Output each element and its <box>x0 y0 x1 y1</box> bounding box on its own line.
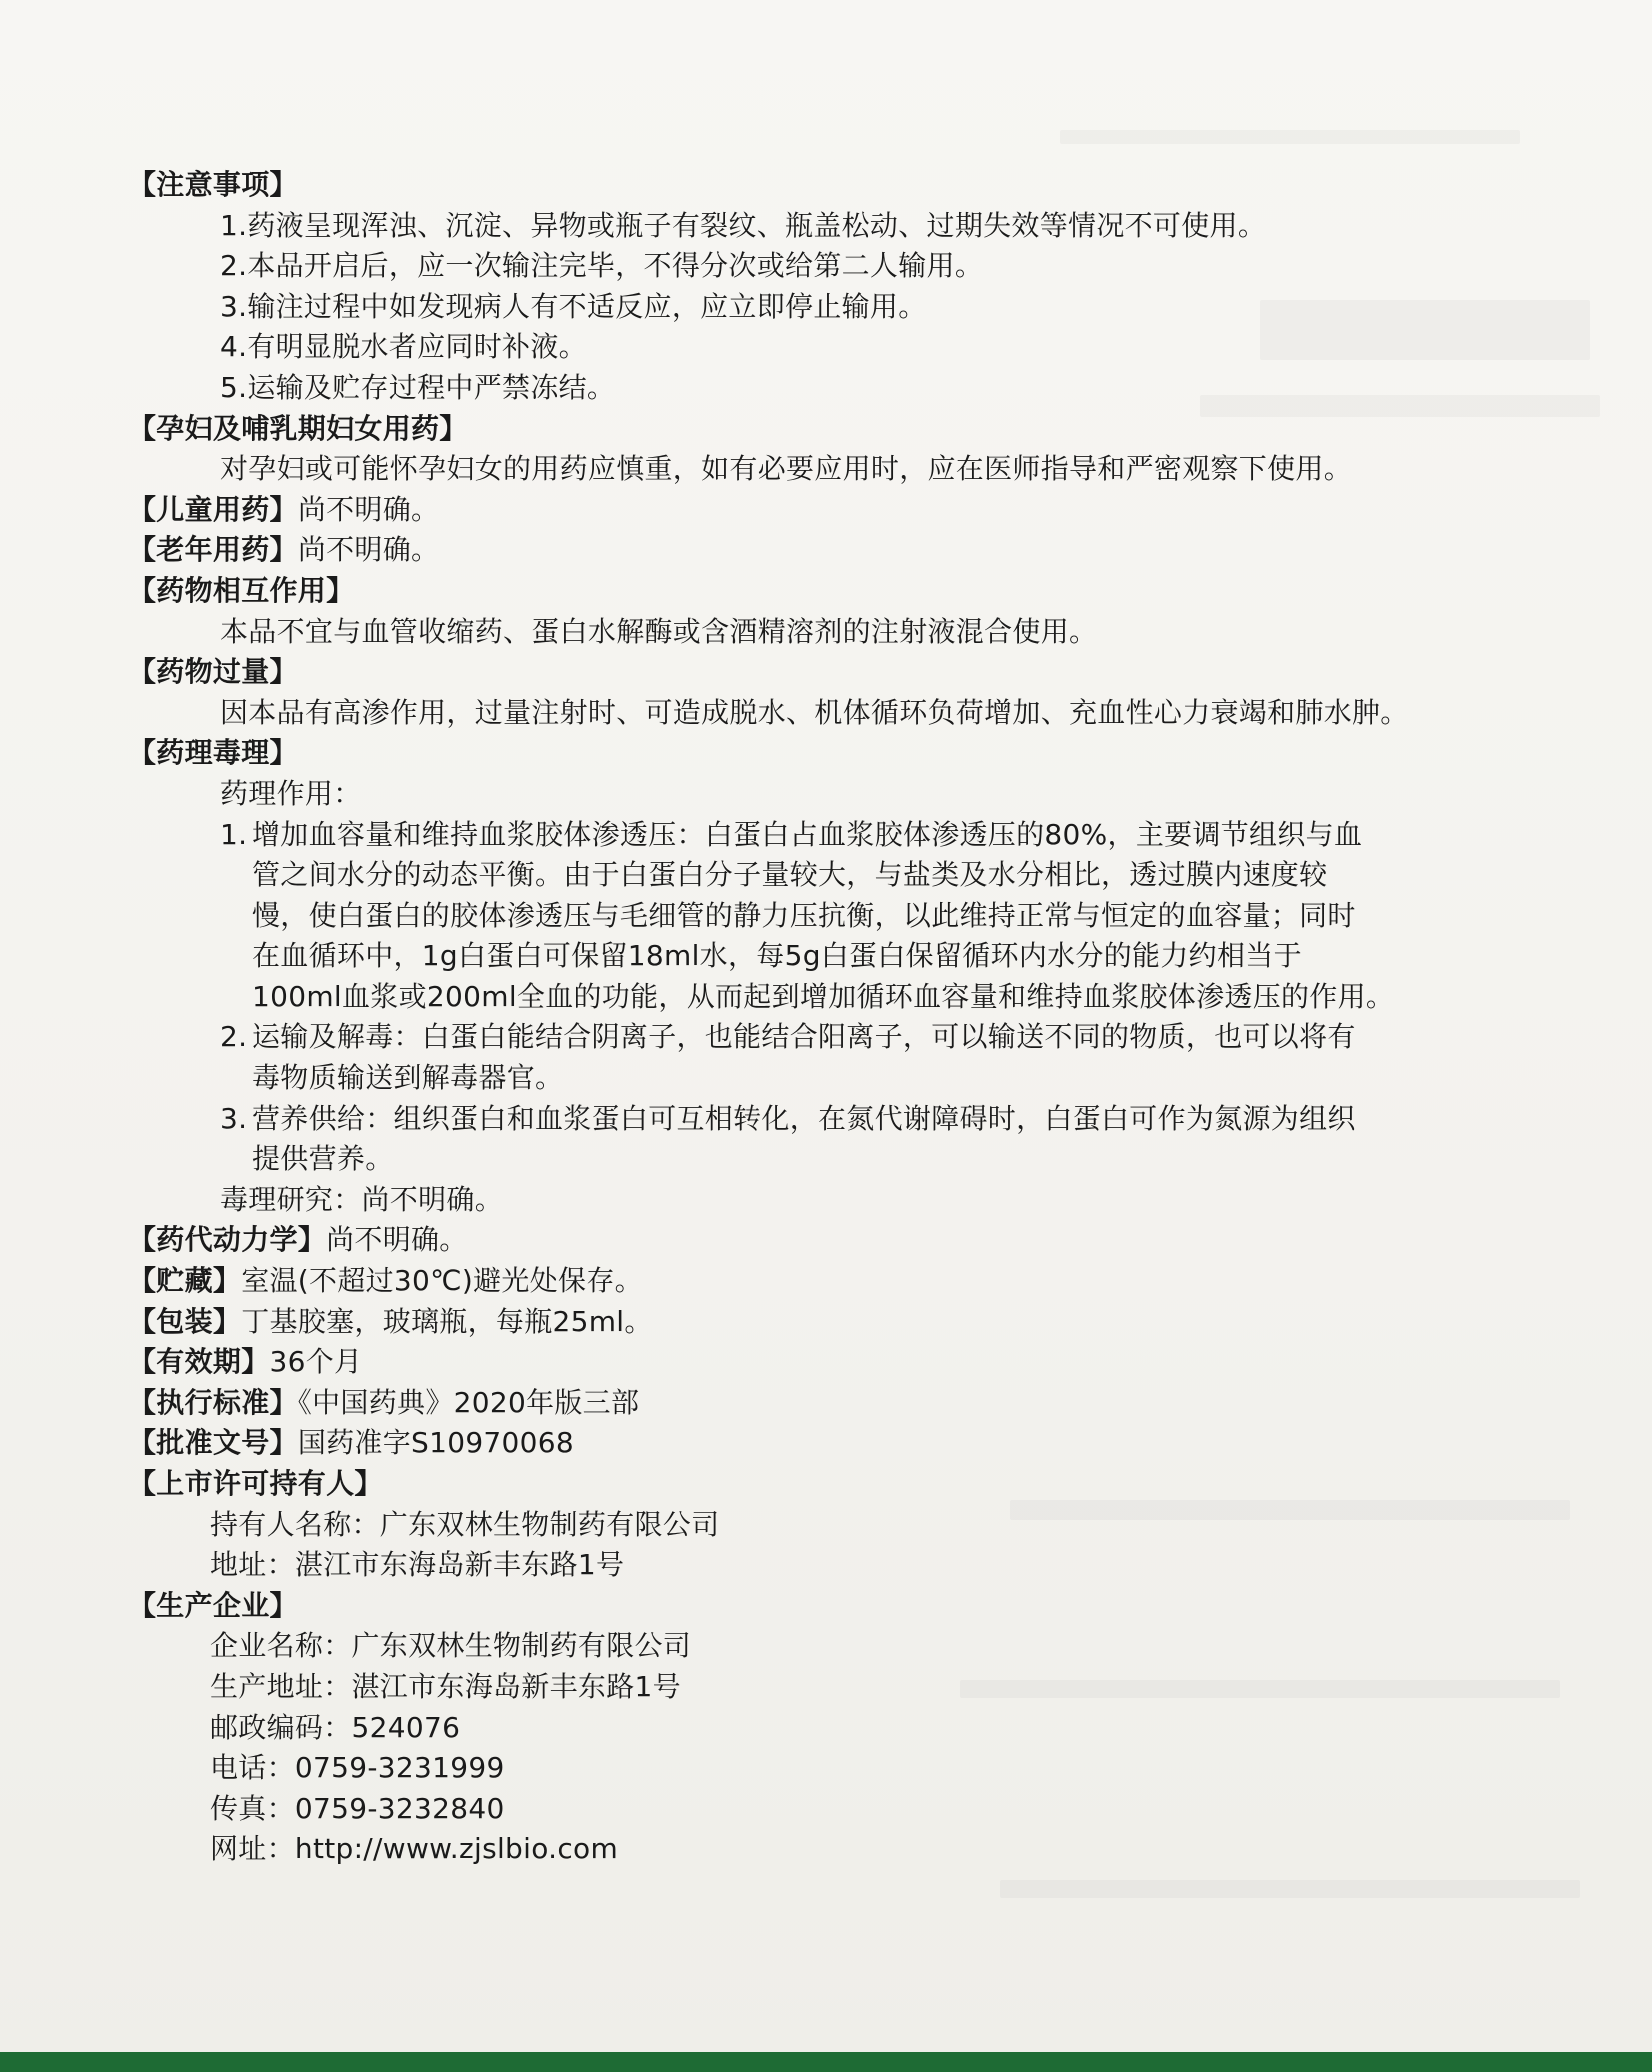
section-heading-pharmacology: 【药理毒理】 <box>128 736 298 770</box>
section-validity <box>128 1342 1528 1383</box>
section-storage <box>128 1261 1528 1302</box>
section-heading-pregnancy: 【孕妇及哺乳期妇女用药】 <box>128 411 468 445</box>
section-heading-mah: 【上市许可持有人】 <box>128 1467 383 1500</box>
item-line: 100ml血浆或200ml全血的功能，从而起到增加循环血容量和维持血浆胶体渗透压的作用。 <box>252 979 1395 1013</box>
section-heading-validity: 【有效期】 <box>128 1345 270 1379</box>
section-heading-standard: 【执行标准】 <box>128 1385 298 1419</box>
section-approval <box>128 1423 1528 1464</box>
item-text <box>252 1099 1528 1180</box>
pharmacology-item <box>220 1099 1528 1180</box>
mah-name: 持有人名称：广东双林生物制药有限公司 <box>210 1507 720 1541</box>
precaution-item: 5.运输及贮存过程中严禁冻结。 <box>220 370 616 404</box>
item-number: 3. <box>220 1101 248 1135</box>
bleed-through-mark <box>1060 130 1520 144</box>
manufacturer-fax: 传真：0759-3232840 <box>210 1791 505 1825</box>
item-number: 2. <box>220 1020 248 1054</box>
section-heading-children: 【儿童用药】 <box>128 492 298 526</box>
section-heading-precautions: 【注意事项】 <box>128 168 298 201</box>
validity-text: 36个月 <box>269 1345 363 1379</box>
section-standard <box>128 1383 1528 1424</box>
leaflet-content <box>128 165 1528 1870</box>
standard-text: 《中国药典》2020年版三部 <box>297 1385 640 1419</box>
pharmacology-subheading: 药理作用： <box>220 776 362 810</box>
item-line: 管之间水分的动态平衡。由于白蛋白分子量较大，与盐类及水分相比，透过膜内速度较 <box>252 858 1328 892</box>
item-line: 提供营养。 <box>252 1142 394 1176</box>
section-heading-manufacturer: 【生产企业】 <box>128 1588 298 1622</box>
precaution-item: 2.本品开启后，应一次输注完毕，不得分次或给第二人输用。 <box>220 249 984 283</box>
section-heading-interactions: 【药物相互作用】 <box>128 573 355 607</box>
section-heading-elderly: 【老年用药】 <box>128 533 298 567</box>
elderly-text: 尚不明确。 <box>297 533 440 567</box>
section-heading-packaging: 【包装】 <box>128 1304 242 1338</box>
section-children <box>128 490 1528 531</box>
section-pharmacokinetics <box>128 1220 1528 1261</box>
storage-text: 室温(不超过30℃)避光处保存。 <box>241 1264 643 1298</box>
packaging-text: 丁基胶塞，玻璃瓶，每瓶25ml。 <box>241 1304 653 1338</box>
manufacturer-name: 企业名称：广东双林生物制药有限公司 <box>210 1629 692 1663</box>
section-heading-pharmacokinetics: 【药代动力学】 <box>128 1223 327 1257</box>
manufacturer-postcode: 邮政编码：524076 <box>210 1710 461 1744</box>
section-heading-storage: 【贮藏】 <box>128 1264 242 1298</box>
item-text <box>252 1017 1528 1098</box>
pregnancy-text: 对孕妇或可能怀孕妇女的用药应慎重，如有必要应用时，应在医师指导和严密观察下使用。 <box>220 452 1353 486</box>
pharmacology-item <box>220 1017 1528 1098</box>
item-line: 毒物质输送到解毒器官。 <box>252 1061 564 1095</box>
interactions-text: 本品不宜与血管收缩药、蛋白水解酶或含酒精溶剂的注射液混合使用。 <box>220 614 1098 648</box>
section-elderly <box>128 530 1528 571</box>
pharmacology-item <box>220 815 1528 1018</box>
manufacturer-phone: 电话：0759-3231999 <box>210 1751 505 1785</box>
item-line: 运输及解毒：白蛋白能结合阴离子，也能结合阳离子，可以输送不同的物质，也可以将有 <box>252 1020 1356 1054</box>
precaution-item: 3.输注过程中如发现病人有不适反应，应立即停止输用。 <box>220 289 927 323</box>
overdose-text: 因本品有高渗作用，过量注射时、可造成脱水、机体循环负荷增加、充血性心力衰竭和肺水肿。 <box>220 695 1409 729</box>
children-text: 尚不明确。 <box>297 492 440 526</box>
section-packaging <box>128 1302 1528 1343</box>
item-line: 在血循环中，1g白蛋白可保留18ml水，每5g白蛋白保留循环内水分的能力约相当于 <box>252 939 1302 973</box>
section-heading-approval: 【批准文号】 <box>128 1426 298 1460</box>
item-line: 增加血容量和维持血浆胶体渗透压：白蛋白占血浆胶体渗透压的80%，主要调节组织与血 <box>252 817 1363 851</box>
item-line: 慢，使白蛋白的胶体渗透压与毛细管的静力压抗衡，以此维持正常与恒定的血容量；同时 <box>252 898 1356 932</box>
manufacturer-website: 网址：http://www.zjslbio.com <box>210 1832 619 1866</box>
pharmacology-list <box>128 815 1528 1180</box>
precaution-item: 4.有明显脱水者应同时补液。 <box>220 330 587 364</box>
pharmacokinetics-text: 尚不明确。 <box>326 1223 468 1257</box>
manufacturer-address: 生产地址：湛江市东海岛新丰东路1号 <box>210 1669 681 1703</box>
precaution-item: 1.药液呈现浑浊、沉淀、异物或瓶子有裂纹、瓶盖松动、过期失效等情况不可使用。 <box>220 208 1267 242</box>
section-heading-overdose: 【药物过量】 <box>128 655 298 689</box>
item-text <box>252 815 1528 1018</box>
item-number: 1. <box>220 817 248 851</box>
mah-address: 地址：湛江市东海岛新丰东路1号 <box>210 1548 625 1582</box>
bottom-green-bar <box>0 2052 1652 2072</box>
item-line: 营养供给：组织蛋白和血浆蛋白可互相转化，在氮代谢障碍时，白蛋白可作为氮源为组织 <box>252 1101 1356 1135</box>
bleed-through-mark <box>1000 1880 1580 1898</box>
toxicology-text: 毒理研究：尚不明确。 <box>220 1182 504 1216</box>
approval-text: 国药准字S10970068 <box>297 1426 575 1460</box>
